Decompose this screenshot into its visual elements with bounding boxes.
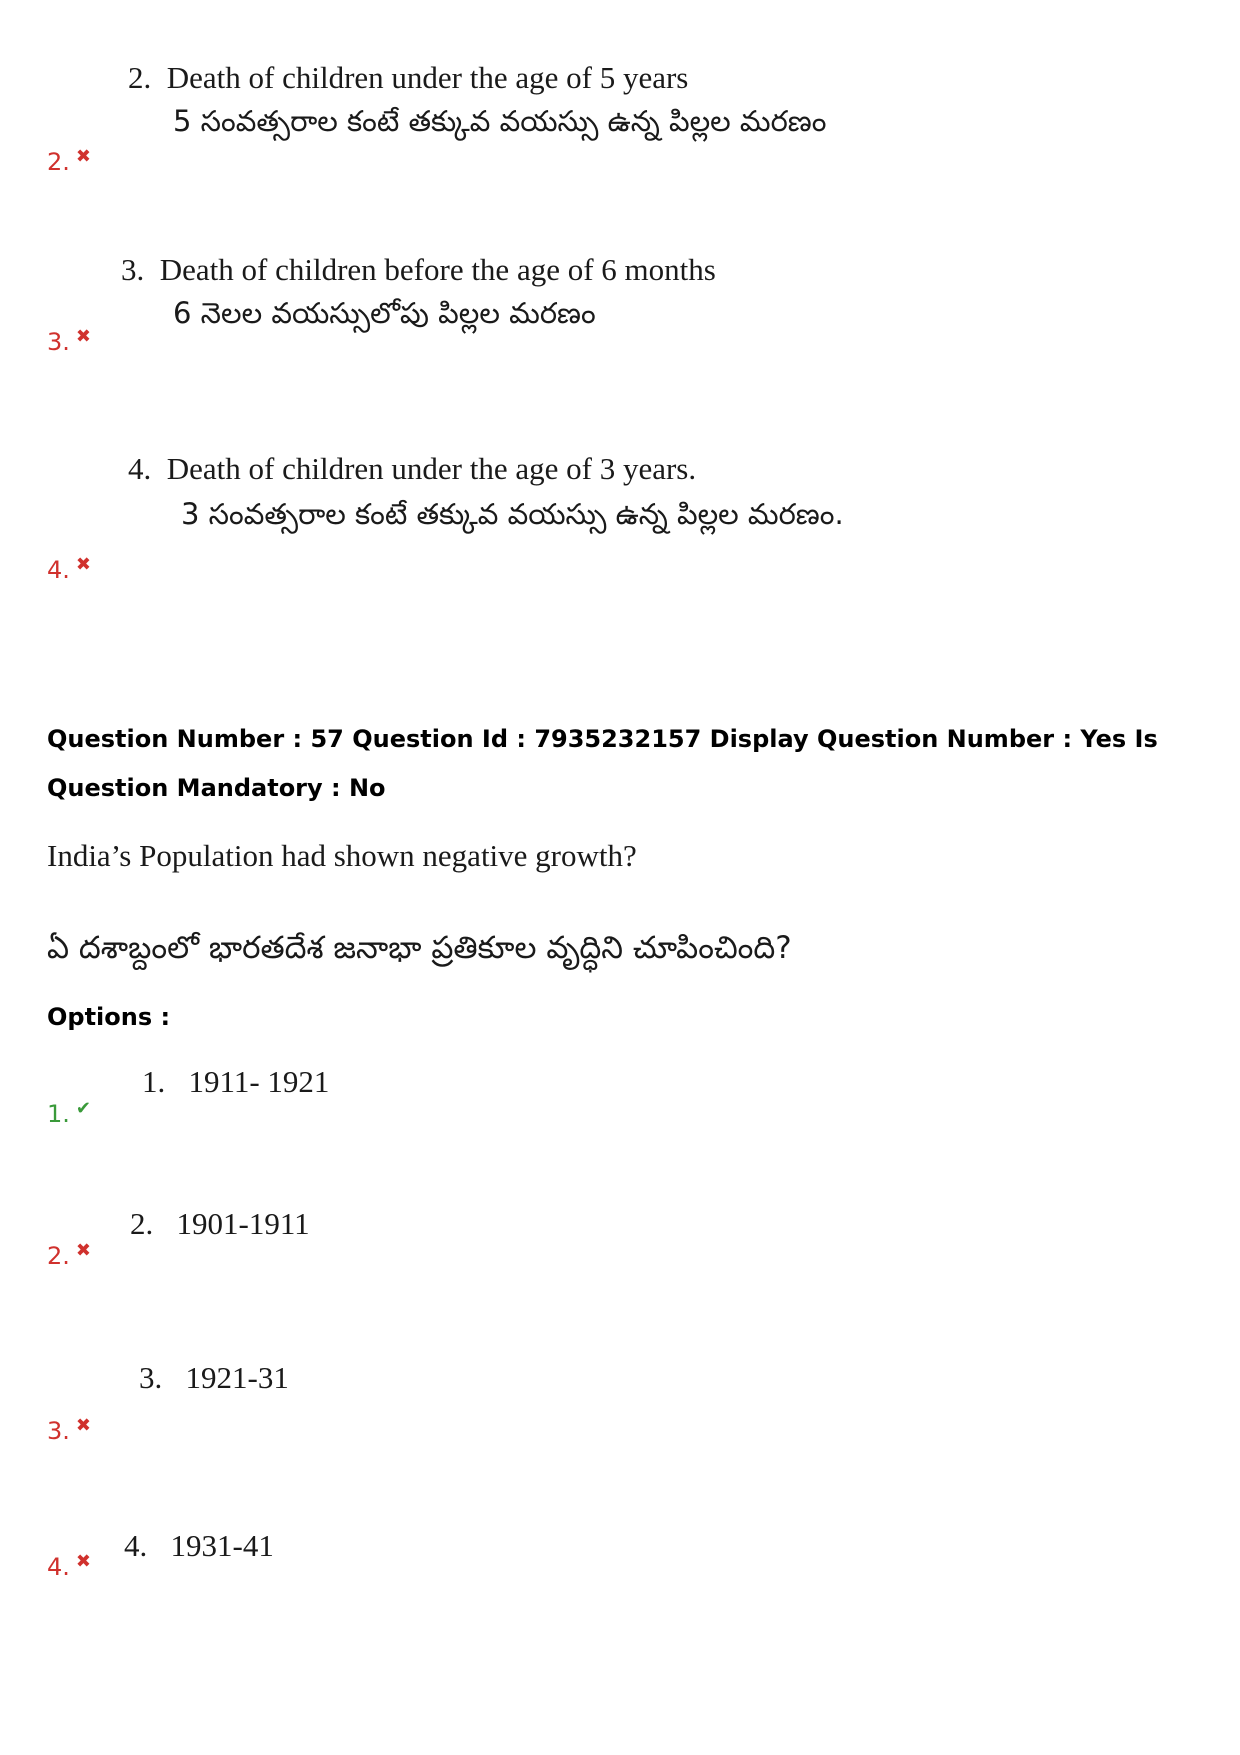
prev-option-3-marker: [47, 325, 91, 356]
option-number: 3.: [47, 328, 70, 356]
prev-option-3-english: 3. Death of children before the age of 6 months: [121, 252, 716, 287]
question-header: Question Number : 57 Question Id : 7935232157 Display Question Number : Yes Is Question Mandatory : No: [47, 725, 1158, 802]
cross-icon: ✖: [75, 1239, 91, 1261]
prev-option-3-telugu: 6 నెలల వయస్సులోపు పిల్లల మరణం: [173, 296, 596, 330]
option-4-marker: [47, 1550, 91, 1581]
option-number: 1.: [47, 1100, 70, 1128]
options-label: Options :: [47, 1003, 171, 1031]
option-3-marker: [47, 1414, 91, 1445]
prev-option-2-english: 2. Death of children under the age of 5 years: [128, 60, 689, 95]
option-3-text: 3. 1921-31: [139, 1360, 289, 1395]
option-4-text: 4. 1931-41: [124, 1528, 274, 1563]
cross-icon: ✖: [75, 1550, 91, 1572]
check-icon: ✔: [75, 1097, 91, 1119]
option-1-text: 1. 1911- 1921: [142, 1064, 330, 1099]
cross-icon: ✖: [75, 145, 91, 167]
cross-icon: ✖: [75, 553, 91, 575]
question-text-telugu: ఏ దశాబ్దంలో భారతదేశ జనాభా ప్రతికూల వృద్ధిని చూపించింది?: [47, 930, 792, 966]
option-2-marker: [47, 1239, 91, 1270]
option-number: 2.: [47, 1242, 70, 1270]
option-number: 4.: [47, 1553, 70, 1581]
option-1-marker: [47, 1097, 91, 1128]
option-number: 4.: [47, 556, 70, 584]
option-number: 2.: [47, 148, 70, 176]
cross-icon: ✖: [75, 1414, 91, 1436]
prev-option-4-english: 4. Death of children under the age of 3 years.: [128, 451, 697, 486]
prev-option-2-marker: [47, 145, 91, 176]
question-text-english: India’s Population had shown negative growth?: [47, 838, 637, 873]
cross-icon: ✖: [75, 325, 91, 347]
prev-option-2-telugu: 5 సంవత్సరాల కంటే తక్కువ వయస్సు ఉన్న పిల్లల మరణం: [173, 104, 827, 138]
prev-option-4-marker: [47, 553, 91, 584]
prev-option-4-telugu: 3 సంవత్సరాల కంటే తక్కువ వయస్సు ఉన్న పిల్లల మరణం.: [181, 497, 844, 531]
option-2-text: 2. 1901-1911: [130, 1206, 310, 1241]
option-number: 3.: [47, 1417, 70, 1445]
